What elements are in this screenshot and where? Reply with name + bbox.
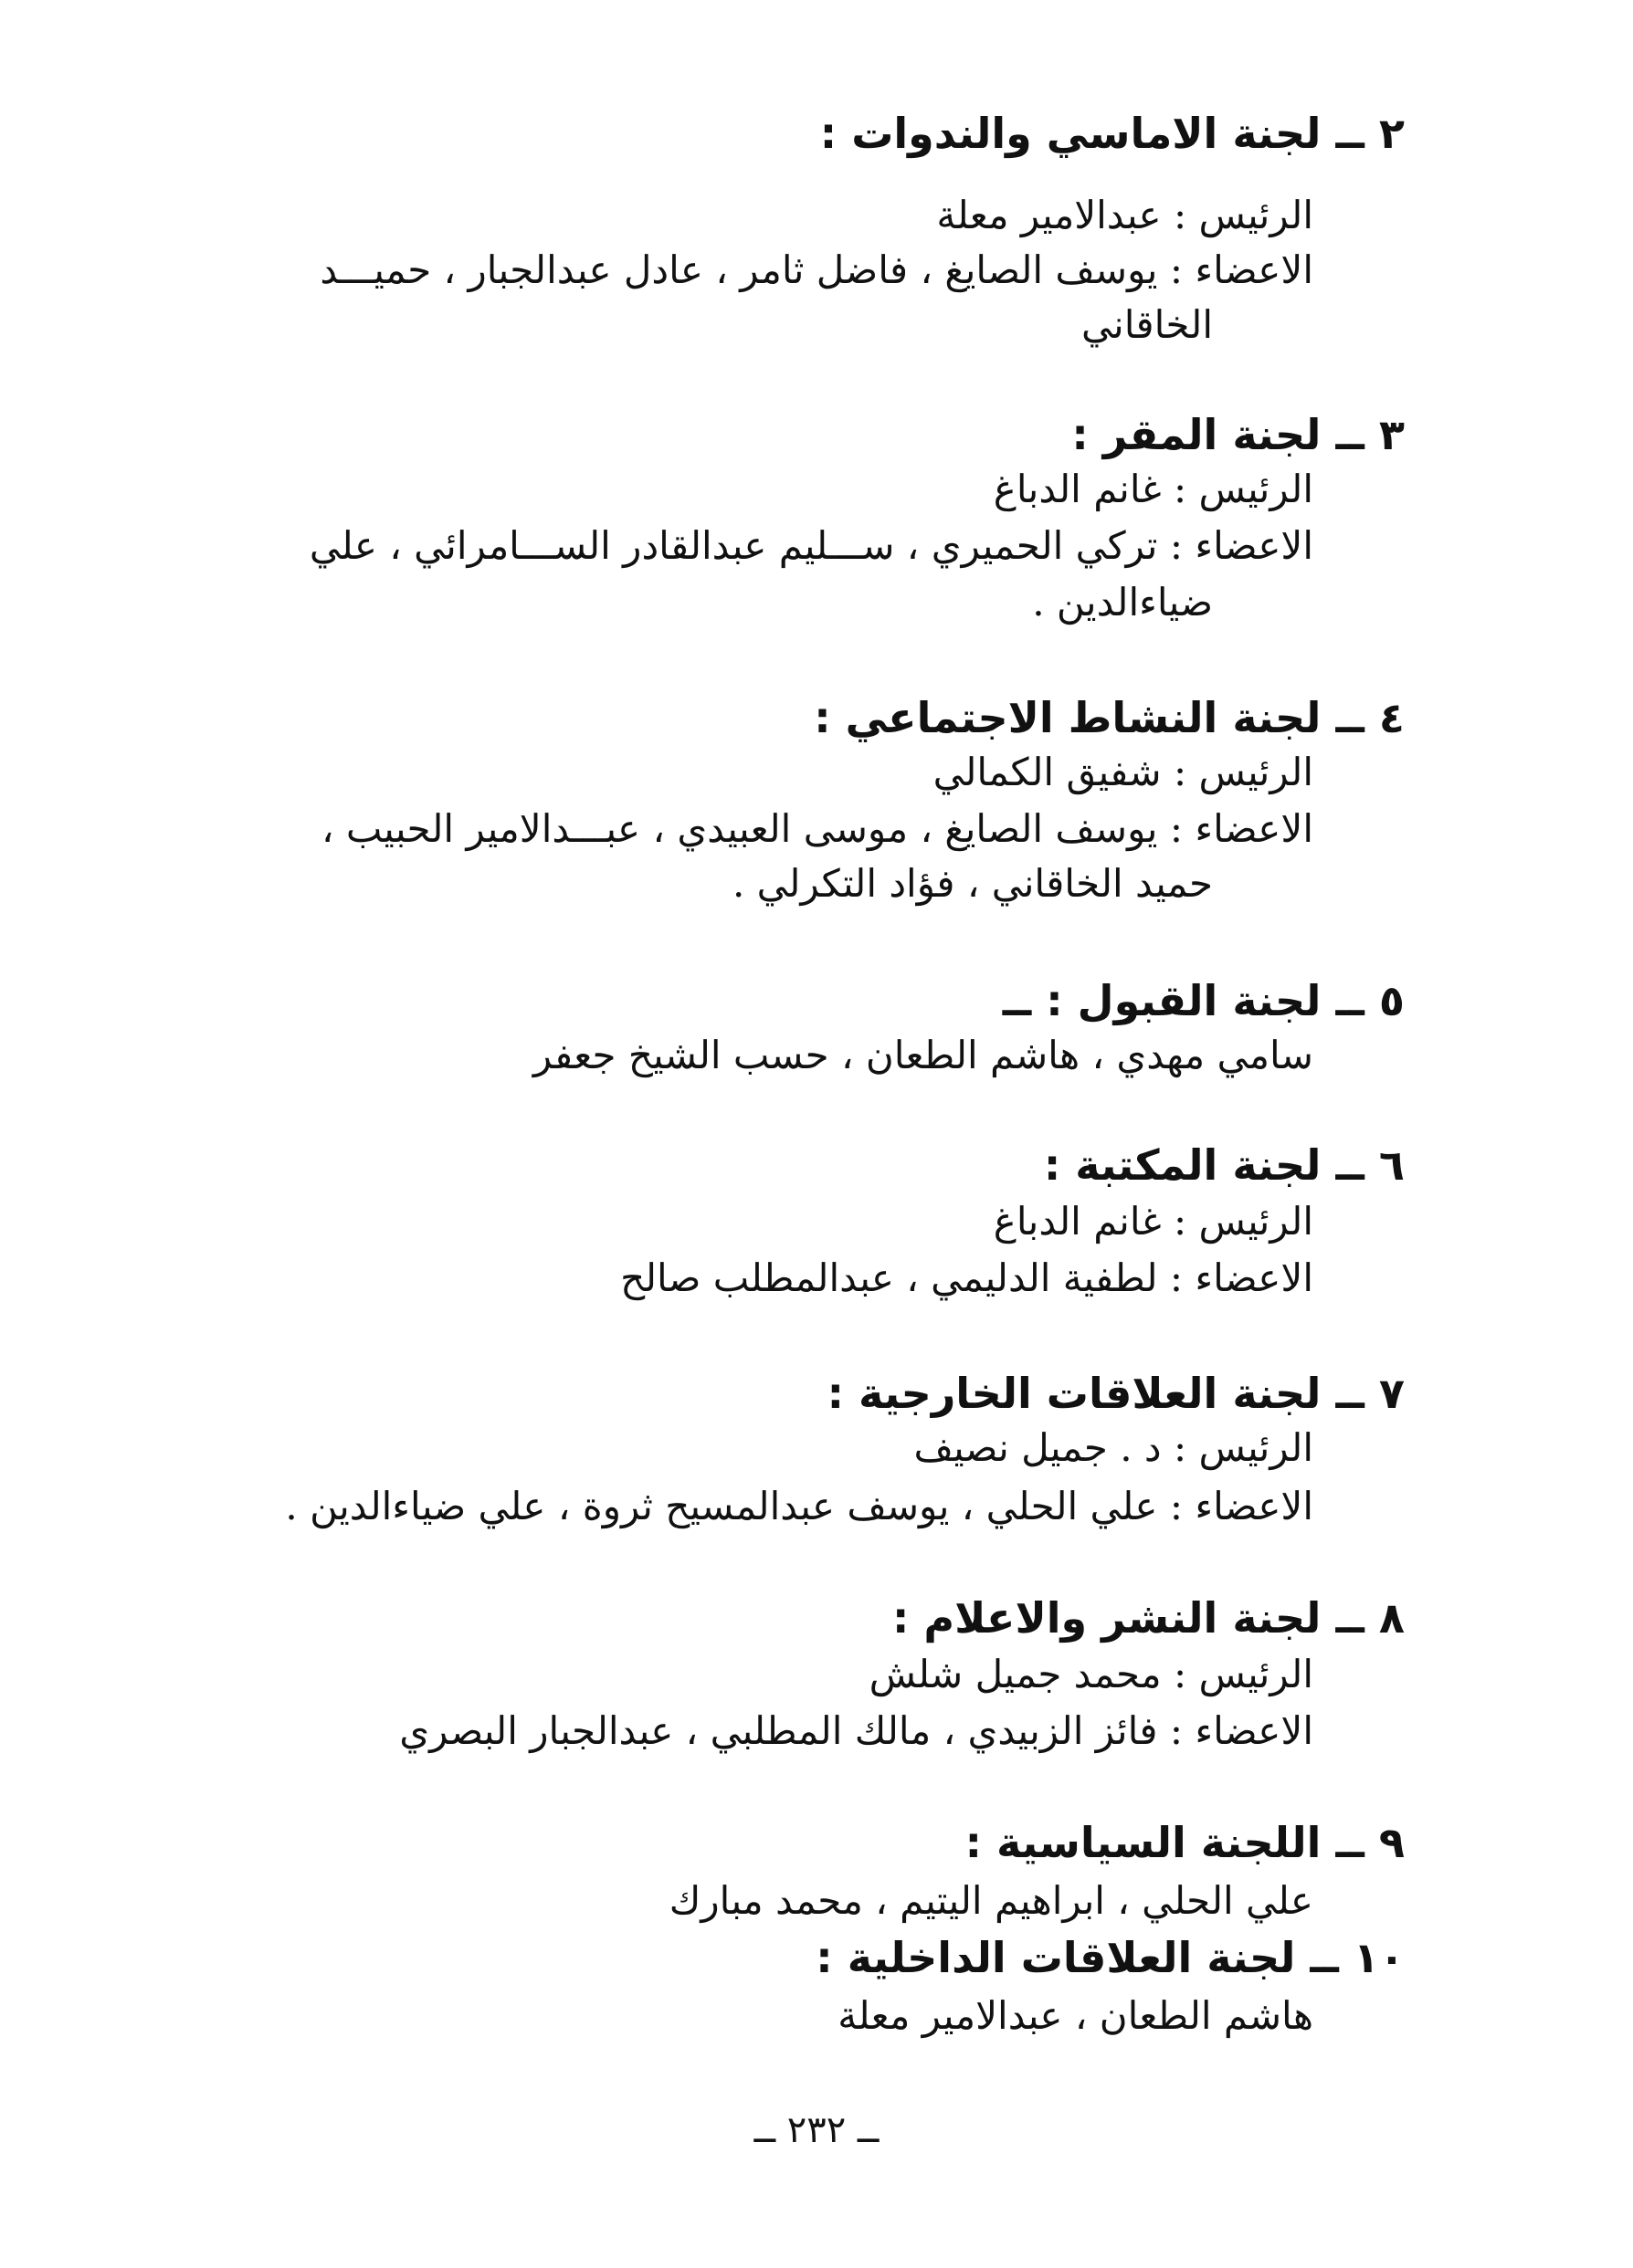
section-line: الرئيس : غانم الدباغ	[993, 1199, 1313, 1244]
section-line: الاعضاء : علي الحلي ، يوسف عبدالمسيح ثروة ، علي ضياءالدين .	[285, 1484, 1313, 1528]
section-heading: ٢ ــ لجنة الاماسي والندوات :	[819, 109, 1405, 158]
section-heading: ٦ ــ لجنة المكتبة :	[1043, 1140, 1405, 1190]
page-number: ــ ٢٣٢ ــ	[753, 2109, 880, 2151]
section-heading: ٣ ــ لجنة المقر :	[1071, 410, 1405, 459]
section-heading: ١٠ ــ لجنة العلاقات الداخلية :	[816, 1933, 1405, 1982]
section-line: الاعضاء : تركي الحميري ، ســـليم عبدالقادر الســـامرائي ، علي	[309, 523, 1313, 568]
section-line: سامي مهدي ، هاشم الطعان ، حسب الشيخ جعفر	[532, 1033, 1313, 1077]
section-line: الاعضاء : يوسف الصايغ ، فاضل ثامر ، عادل عبدالجبار ، حميـــد	[320, 247, 1313, 292]
section-line: الرئيس : محمد جميل شلش	[869, 1652, 1313, 1696]
section-line: الخاقاني	[1081, 302, 1213, 347]
section-line: الاعضاء : يوسف الصايغ ، موسى العبيدي ، عبـــدالامير الحبيب ،	[321, 806, 1313, 851]
section-line: علي الحلي ، ابراهيم اليتيم ، محمد مبارك	[669, 1878, 1313, 1923]
section-line: هاشم الطعان ، عبدالامير معلة	[838, 1993, 1313, 2038]
section-line: الرئيس : شفيق الكمالي	[932, 750, 1313, 794]
section-line: حميد الخاقاني ، فؤاد التكرلي .	[732, 861, 1213, 906]
section-line: الرئيس : د . جميل نصيف	[913, 1425, 1313, 1470]
section-line: الرئيس : عبدالامير معلة	[936, 193, 1313, 237]
section-heading: ٧ ــ لجنة العلاقات الخارجية :	[827, 1369, 1405, 1418]
section-line: ضياءالدين .	[1032, 580, 1213, 625]
section-heading: ٨ ــ لجنة النشر والاعلام :	[891, 1593, 1405, 1643]
section-line: الاعضاء : فائز الزبيدي ، مالك المطلبي ، عبدالجبار البصري	[399, 1708, 1313, 1753]
section-heading: ٥ ــ لجنة القبول : ــ	[1002, 976, 1405, 1025]
section-heading: ٤ ــ لجنة النشاط الاجتماعي :	[814, 693, 1405, 742]
section-heading: ٩ ــ اللجنة السياسية :	[964, 1818, 1405, 1867]
section-line: الاعضاء : لطفية الدليمي ، عبدالمطلب صالح	[620, 1255, 1313, 1300]
section-line: الرئيس : غانم الدباغ	[993, 467, 1313, 511]
